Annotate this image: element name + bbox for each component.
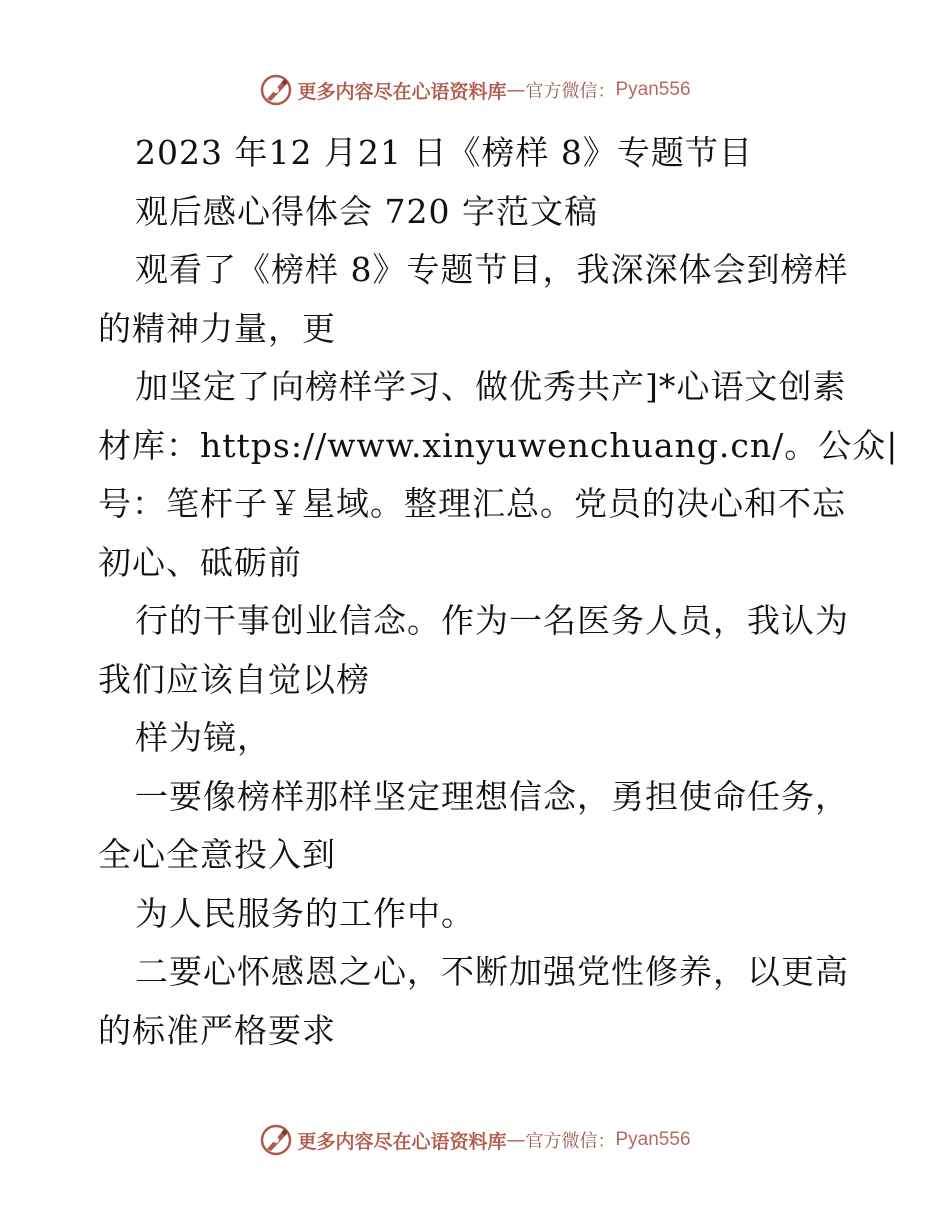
banner-wechat-label: 官方微信： [525, 1131, 616, 1152]
banner-wechat-id: Pyan556 [615, 79, 691, 100]
paragraph-line: 材库：https://www.xinyuwenchuang.cn/。公众| [98, 425, 899, 465]
paragraph-line: 为人民服务的工作中。 [135, 893, 475, 933]
banner-wechat-id: Pyan556 [615, 1129, 691, 1150]
banner-main-text: 更多内容尽在心语资料库 [297, 80, 507, 103]
banner-main-text: 更多内容尽在心语资料库 [297, 1130, 507, 1153]
footer-banner [0, 1120, 950, 1160]
paragraph-line: 观看了《榜样 8》专题节目，我深深体会到榜样 [135, 250, 849, 289]
paragraph-line: 行的干事创业信念。作为一名医务人员，我认为 [135, 601, 849, 640]
paragraph-line: 全心全意投入到 [98, 835, 336, 874]
paragraph-line: 号：笔杆子￥星域。整理汇总。党员的决心和不忘 [98, 484, 846, 523]
paragraph-line: 我们应该自觉以榜 [98, 659, 370, 699]
banner-dash: — [506, 79, 526, 101]
paragraph-line: 的标准严格要求 [98, 1010, 336, 1050]
paragraph-line: 一要像榜样那样坚定理想信念，勇担使命任务， [135, 776, 849, 816]
document-title-line-2: 观后感心得体会 720 字范文稿 [135, 191, 598, 231]
banner-wechat-label: 官方微信： [525, 81, 616, 102]
banner-dash: — [506, 1129, 526, 1151]
paragraph-line: 初心、砥砺前 [98, 542, 302, 582]
paragraph-line: 的精神力量，更 [98, 308, 336, 348]
document-body [98, 124, 899, 1060]
document-title-line-1: 2023 年12 月21 日《榜样 8》专题节目 [135, 133, 753, 172]
pen-logo-icon [259, 73, 293, 107]
header-banner [0, 70, 950, 110]
paragraph-line: 二要心怀感恩之心，不断加强党性修养，以更高 [135, 952, 849, 991]
paragraph-line: 加坚定了向榜样学习、做优秀共产]*心语文创素 [135, 367, 847, 406]
paragraph-line: 样为镜， [135, 718, 271, 757]
pen-logo-icon [259, 1123, 293, 1157]
